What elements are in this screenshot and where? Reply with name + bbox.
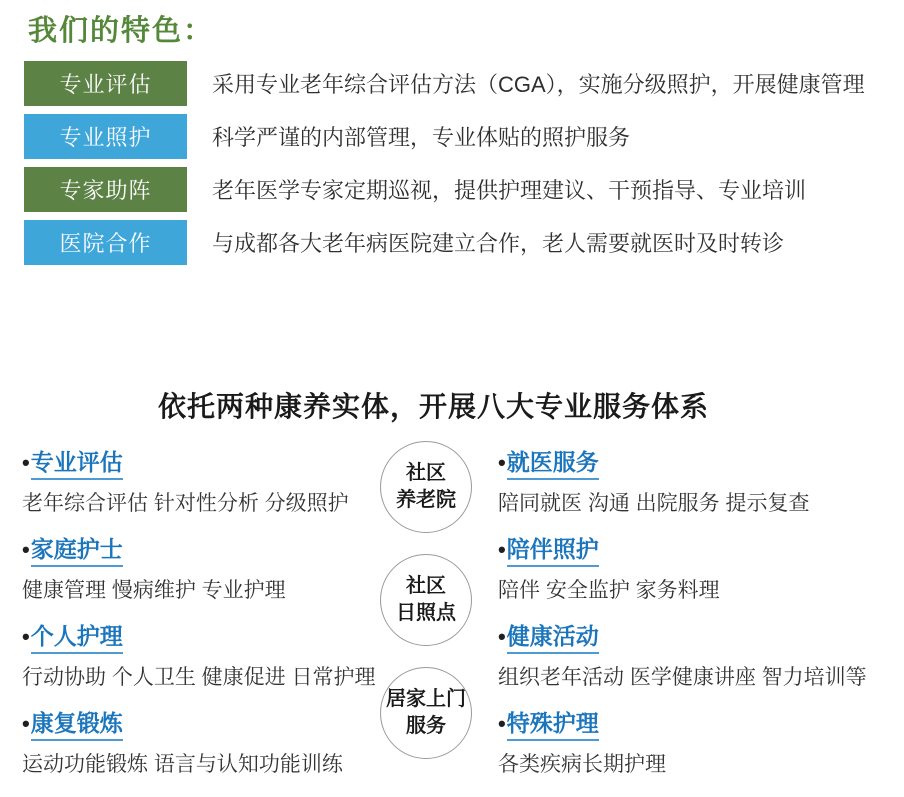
- service-item-assessment: [22, 449, 380, 517]
- feature-description-care: 科学严谨的内部管理，专业体贴的照护服务: [212, 125, 631, 150]
- feature-row-hospital: [24, 220, 904, 265]
- services-grid: [0, 449, 904, 797]
- feature-tag-experts: 专家助阵: [24, 167, 187, 212]
- service-description: 组织老年活动 医学健康讲座 智力培训等: [498, 666, 867, 689]
- bullet-icon: •: [498, 624, 506, 649]
- bullet-icon: •: [498, 711, 506, 736]
- feature-row-care: [24, 114, 904, 159]
- service-description: 老年综合评估 针对性分析 分级照护: [22, 492, 349, 515]
- services-title: 依托两种康养实体，开展八大专业服务体系: [158, 391, 710, 422]
- services-left-column: [22, 449, 380, 797]
- feature-description-hospital: 与成都各大老年病医院建立合作，老人需要就医时及时转诊: [212, 231, 785, 256]
- service-item-rehab: [22, 710, 380, 778]
- bullet-icon: •: [22, 711, 30, 736]
- services-right-column: [472, 449, 904, 797]
- care-entity-line2: 服务: [406, 715, 446, 737]
- features-title: 我们的特色：: [28, 15, 215, 47]
- bullet-icon: •: [498, 450, 506, 475]
- service-heading: [498, 536, 904, 567]
- bullet-icon: •: [22, 624, 30, 649]
- care-entity-line1: 社区: [406, 462, 446, 484]
- care-entity-day-care: [380, 554, 472, 646]
- care-entities-column: [380, 441, 472, 797]
- service-heading: [22, 710, 380, 741]
- service-item-family-nurse: [22, 536, 380, 604]
- service-description: 运动功能锻炼 语言与认知功能训练: [22, 753, 343, 776]
- service-label-rehab: 康复锻炼: [31, 710, 123, 741]
- service-item-special-nursing: [498, 710, 904, 778]
- feature-row-experts: [24, 167, 904, 212]
- service-heading: [22, 623, 380, 654]
- services-section: [0, 385, 904, 797]
- service-label-health-activities: 健康活动: [507, 623, 599, 654]
- service-heading: [498, 449, 904, 480]
- feature-description-assessment: 采用专业老年综合评估方法（CGA），实施分级照护，开展健康管理: [212, 72, 865, 97]
- features-section: [0, 0, 904, 265]
- service-item-personal-care: [22, 623, 380, 691]
- care-entity-line1: 居家上门: [386, 688, 466, 710]
- service-label-personal-care: 个人护理: [31, 623, 123, 654]
- service-label-assessment: 专业评估: [31, 449, 123, 480]
- bullet-icon: •: [498, 537, 506, 562]
- service-description: 陪伴 安全监护 家务料理: [498, 579, 720, 602]
- service-item-health-activities: [498, 623, 904, 691]
- care-entity-line2: 日照点: [396, 602, 456, 624]
- feature-description-experts: 老年医学专家定期巡视，提供护理建议、干预指导、专业培训: [212, 178, 807, 203]
- service-item-companion-care: [498, 536, 904, 604]
- service-description: 各类疾病长期护理: [498, 753, 666, 776]
- service-label-medical-visit: 就医服务: [507, 449, 599, 480]
- care-entity-line2: 养老院: [396, 489, 456, 511]
- service-heading: [498, 623, 904, 654]
- bullet-icon: •: [22, 537, 30, 562]
- service-description: 健康管理 慢病维护 专业护理: [22, 579, 286, 602]
- feature-tag-assessment: 专业评估: [24, 61, 187, 106]
- feature-row-assessment: [24, 61, 904, 106]
- care-entity-home-visit: [380, 667, 472, 759]
- care-entity-line1: 社区: [406, 575, 446, 597]
- service-label-special-nursing: 特殊护理: [507, 710, 599, 741]
- feature-tag-hospital: 医院合作: [24, 220, 187, 265]
- service-item-medical-visit: [498, 449, 904, 517]
- service-label-companion-care: 陪伴照护: [507, 536, 599, 567]
- service-heading: [22, 449, 380, 480]
- service-heading: [498, 710, 904, 741]
- feature-tag-care: 专业照护: [24, 114, 187, 159]
- service-description: 行动协助 个人卫生 健康促进 日常护理: [22, 666, 376, 689]
- care-entity-nursing-home: [380, 441, 472, 533]
- service-heading: [22, 536, 380, 567]
- service-label-family-nurse: 家庭护士: [31, 536, 123, 567]
- service-description: 陪同就医 沟通 出院服务 提示复查: [498, 492, 810, 515]
- bullet-icon: •: [22, 450, 30, 475]
